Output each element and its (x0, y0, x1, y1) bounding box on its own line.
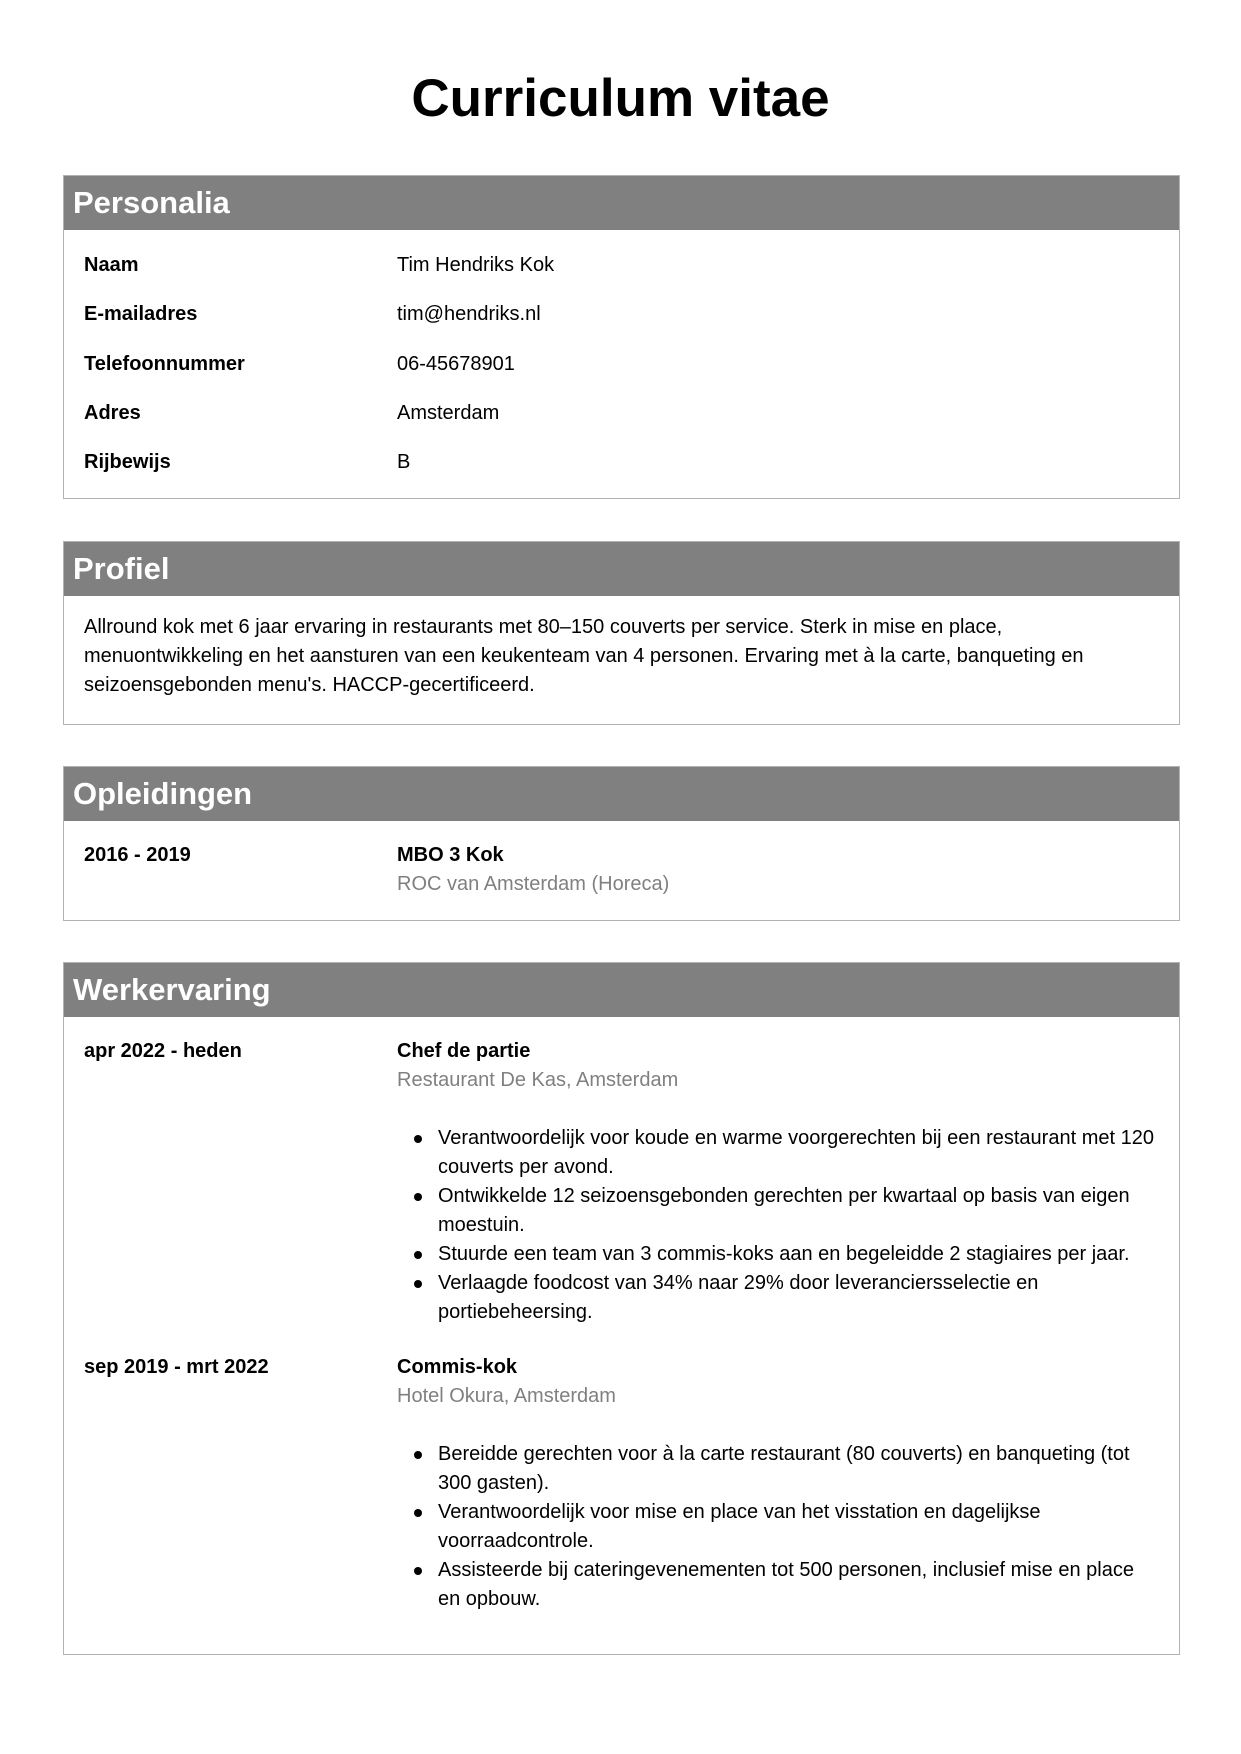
list-item (397, 1269, 1159, 1327)
field-value: 06-45678901 (397, 353, 515, 375)
bullet-icon (414, 1509, 422, 1517)
field-value: Tim Hendriks Kok (397, 254, 555, 276)
education-period: 2016 - 2019 (84, 844, 191, 866)
section-werkervaring (63, 962, 1180, 1655)
field-label: Telefoonnummer (84, 353, 245, 375)
field-label: E-mailadres (84, 303, 198, 325)
bullet-icon (414, 1280, 422, 1288)
job-title: Commis-kok (397, 1356, 518, 1378)
profile-text: Allround kok met 6 jaar ervaring in restaurants met 80–150 couverts per service. Sterk in mise en place, menuontwikkeling en het aansturen van een keukenteam van 4 personen. Ervaring met à la carte, banqueting en seizoensgebonden menu's. HACCP-gecertificeerd. (84, 616, 1084, 696)
field-value: Amsterdam (397, 402, 500, 424)
section-heading: Profiel (64, 542, 1179, 596)
bullet-text: Verlaagde foodcost van 34% naar 29% door leveranciersselectie en portiebeheersing. (438, 1272, 1039, 1323)
bullet-icon (414, 1567, 422, 1575)
personalia-row-rijbewijs (64, 441, 1179, 491)
list-item (397, 1240, 1159, 1269)
list-item (397, 1440, 1159, 1498)
bullet-icon (414, 1135, 422, 1143)
education-item (64, 821, 1179, 911)
bullet-icon (414, 1251, 422, 1259)
bullet-text: Assisteerde bij cateringevenementen tot 500 personen, inclusief mise en place en opbouw. (438, 1559, 1134, 1610)
personalia-row-adres (64, 391, 1179, 441)
section-personalia (63, 175, 1180, 499)
job-bullets (397, 1124, 1159, 1327)
job-employer: Hotel Okura, Amsterdam (397, 1385, 616, 1407)
bullet-text: Verantwoordelijk voor koude en warme voorgerechten bij een restaurant met 120 couverts per avond. (438, 1127, 1154, 1178)
field-value: tim@hendriks.nl (397, 303, 541, 325)
personalia-row-naam (64, 241, 1179, 291)
field-value: B (397, 451, 411, 473)
list-item (397, 1498, 1159, 1556)
bullet-text: Verantwoordelijk voor mise en place van het visstation en dagelijkse voorraadcontrole. (438, 1501, 1041, 1552)
education-institution: ROC van Amsterdam (Horeca) (397, 873, 670, 895)
bullet-text: Stuurde een team van 3 commis-koks aan en begeleidde 2 stagiaires per jaar. (438, 1243, 1130, 1265)
section-opleidingen (63, 766, 1180, 921)
bullet-text: Ontwikkelde 12 seizoensgebonden gerechten per kwartaal op basis van eigen moestuin. (438, 1185, 1130, 1236)
section-heading: Werkervaring (64, 963, 1179, 1017)
list-item (397, 1182, 1159, 1240)
job-period: sep 2019 - mrt 2022 (84, 1356, 269, 1378)
section-heading: Opleidingen (64, 767, 1179, 821)
bullet-icon (414, 1193, 422, 1201)
field-label: Rijbewijs (84, 451, 171, 473)
job-period: apr 2022 - heden (84, 1040, 242, 1062)
job-item (64, 1353, 1179, 1633)
education-title: MBO 3 Kok (397, 844, 504, 866)
job-item (64, 1017, 1179, 1353)
section-heading: Personalia (64, 176, 1179, 230)
bullet-icon (414, 1451, 422, 1459)
field-label: Adres (84, 402, 141, 424)
job-employer: Restaurant De Kas, Amsterdam (397, 1069, 679, 1091)
list-item (397, 1556, 1159, 1614)
section-profiel (63, 541, 1180, 725)
personalia-row-telefoon (64, 341, 1179, 391)
personalia-row-email (64, 291, 1179, 341)
bullet-text: Bereidde gerechten voor à la carte restaurant (80 couverts) en banqueting (tot 300 gasten). (438, 1443, 1130, 1494)
page-title: Curriculum vitae (411, 69, 830, 128)
field-label: Naam (84, 254, 139, 276)
list-item (397, 1124, 1159, 1182)
job-bullets (397, 1440, 1159, 1614)
job-title: Chef de partie (397, 1040, 531, 1062)
